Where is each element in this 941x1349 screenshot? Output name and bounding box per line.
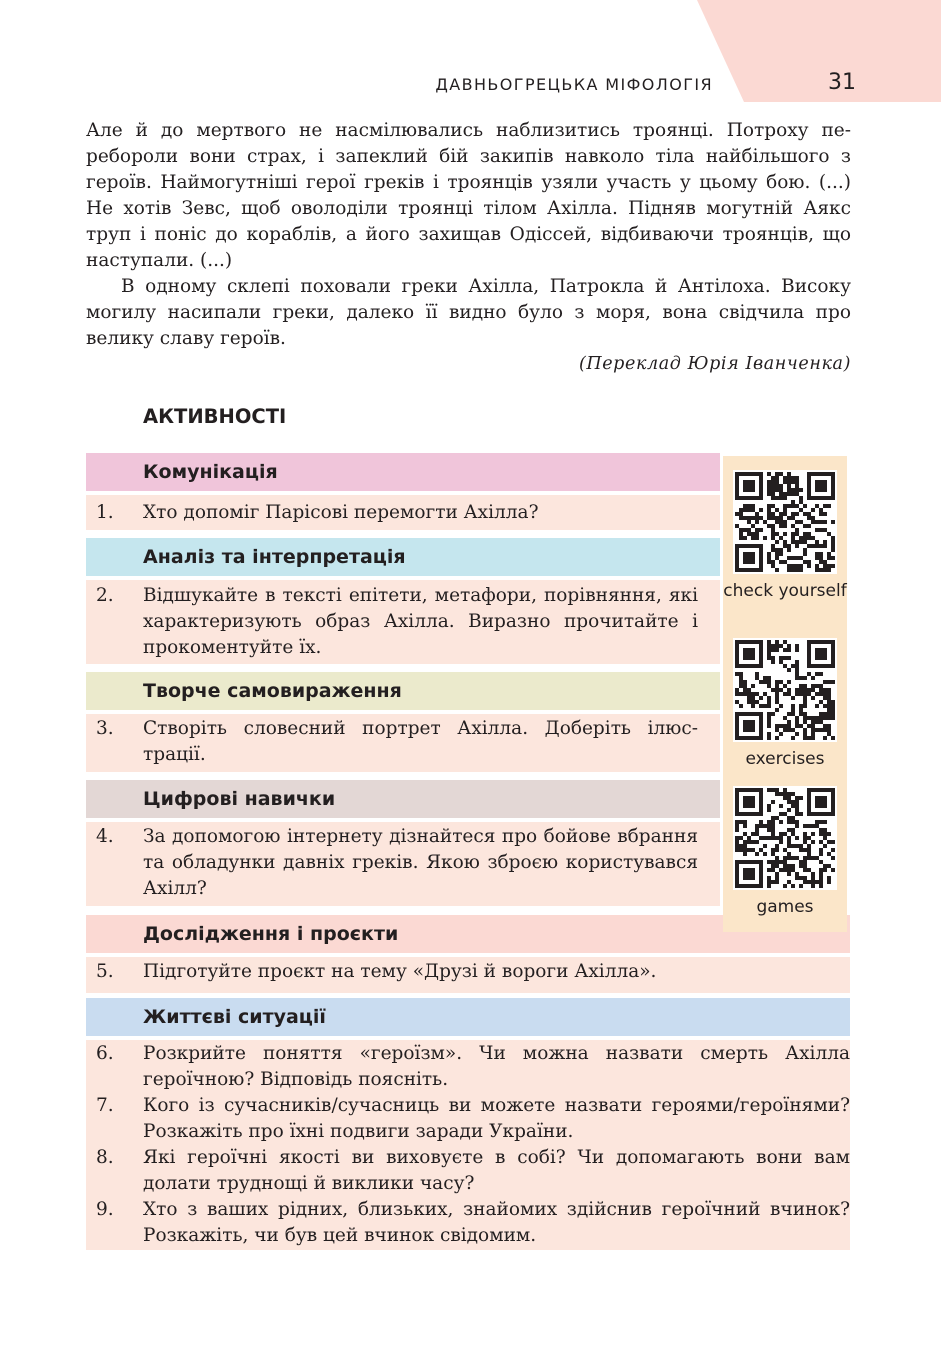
story-text xyxy=(86,118,851,352)
qr-code-icon[interactable] xyxy=(733,470,837,574)
paragraph: Але й до мертвого не насмілювались наблизитись троянці. Потроху перебороли вони страх, і запеклий бій закипів навколо тіла найбільшого з героїв. Наймогутніші герої греків і троянців узяли участь у цьому бою. (...) Не хотів Зевс, щоб оволоділи троянці тілом Ахілла. Підняв могутній Аякс труп і поніс до кораблів, а його захищав Одіссей, відбиваючи троянців, що наступали. (...) xyxy=(86,120,851,271)
qr-matrix xyxy=(735,472,835,572)
task-number: 1. xyxy=(96,502,114,523)
task-block xyxy=(86,495,720,530)
task-number: 6. xyxy=(96,1043,114,1064)
section-header-life-situations: Життєві ситуації xyxy=(86,998,850,1036)
task-number: 5. xyxy=(96,961,114,982)
task-row xyxy=(86,1041,850,1093)
task-block xyxy=(86,580,720,664)
qr-label-exercises[interactable]: exercises xyxy=(745,749,825,769)
task-number: 2. xyxy=(96,585,114,606)
task-text: Кого із сучасників/сучасниць ви можете назвати героями/героїнями? Розкажіть про їхні подвиги заради України. xyxy=(143,1095,850,1142)
paragraph: В одному склепі поховали греки Ахілла, Патрокла й Антілоха. Високу могилу насипали греки, далеко її видно було з моря, вона свідчила про велику славу героїв. xyxy=(86,276,851,349)
qr-panel xyxy=(723,456,847,932)
activities-heading: АКТИВНОСТІ xyxy=(143,405,287,428)
task-number: 7. xyxy=(96,1095,114,1116)
task-text: Підготуйте проєкт на тему «Друзі й вороги Ахілла». xyxy=(143,961,657,982)
task-row xyxy=(86,716,720,768)
qr-matrix xyxy=(735,640,835,740)
page-number: 31 xyxy=(828,70,856,95)
qr-label-check-yourself[interactable]: check yourself xyxy=(723,581,847,601)
task-number: 3. xyxy=(96,718,114,739)
task-number: 4. xyxy=(96,826,114,847)
qr-label-games[interactable]: games xyxy=(756,897,814,917)
qr-code-icon[interactable] xyxy=(733,786,837,890)
task-block xyxy=(86,1040,850,1250)
task-text: Хто допоміг Парісові перемогти Ахілла? xyxy=(143,502,539,523)
task-text: Які героїчні якості ви виховуєте в собі? Чи допомагають вони вам долати труднощі й виклики часу? xyxy=(143,1147,850,1194)
task-row xyxy=(86,824,720,902)
task-text: За допомогою інтернету дізнайтеся про бойове вбрання та обладунки давніх греків. Якою зброєю користувався Ахілл? xyxy=(143,826,698,899)
task-block xyxy=(86,822,720,906)
section-header-digital: Цифрові навички xyxy=(86,780,720,818)
qr-matrix xyxy=(735,788,835,888)
section-header-research: Дослідження і проєкти xyxy=(86,915,850,953)
task-text: Розкрийте поняття «героїзм». Чи можна назвати смерть Ахілла героїчною? Відповідь поясніть. xyxy=(143,1043,850,1090)
task-row xyxy=(86,1093,850,1145)
task-block xyxy=(86,957,850,993)
running-head: ДАВНЬОГРЕЦЬКА МІФОЛОГІЯ xyxy=(435,75,713,94)
task-text: Відшукайте в тексті епітети, метафори, порівняння, які характеризують образ Ахілла. Виразно прочитайте і прокоментуйте їх. xyxy=(143,585,698,658)
task-number: 9. xyxy=(96,1199,114,1220)
translation-credit: (Переклад Юрія Іванченка) xyxy=(578,354,851,374)
task-text: Створіть словесний портрет Ахілла. Доберіть ілюстрації. xyxy=(143,718,698,765)
qr-code-icon[interactable] xyxy=(733,638,837,742)
section-header-communication: Комунікація xyxy=(86,453,720,491)
task-row xyxy=(86,1197,850,1249)
task-row xyxy=(86,959,850,985)
task-block xyxy=(86,714,720,772)
task-number: 8. xyxy=(96,1147,114,1168)
section-header-analysis: Аналіз та інтерпретація xyxy=(86,538,720,576)
task-row xyxy=(86,1145,850,1197)
section-header-creative: Творче самовираження xyxy=(86,672,720,710)
task-text: Хто з ваших рідних, близьких, знайомих здійснив героїчний вчинок? Розкажіть, чи був цей вчинок свідомим. xyxy=(143,1199,850,1246)
task-row xyxy=(86,583,720,661)
task-row xyxy=(86,500,720,526)
